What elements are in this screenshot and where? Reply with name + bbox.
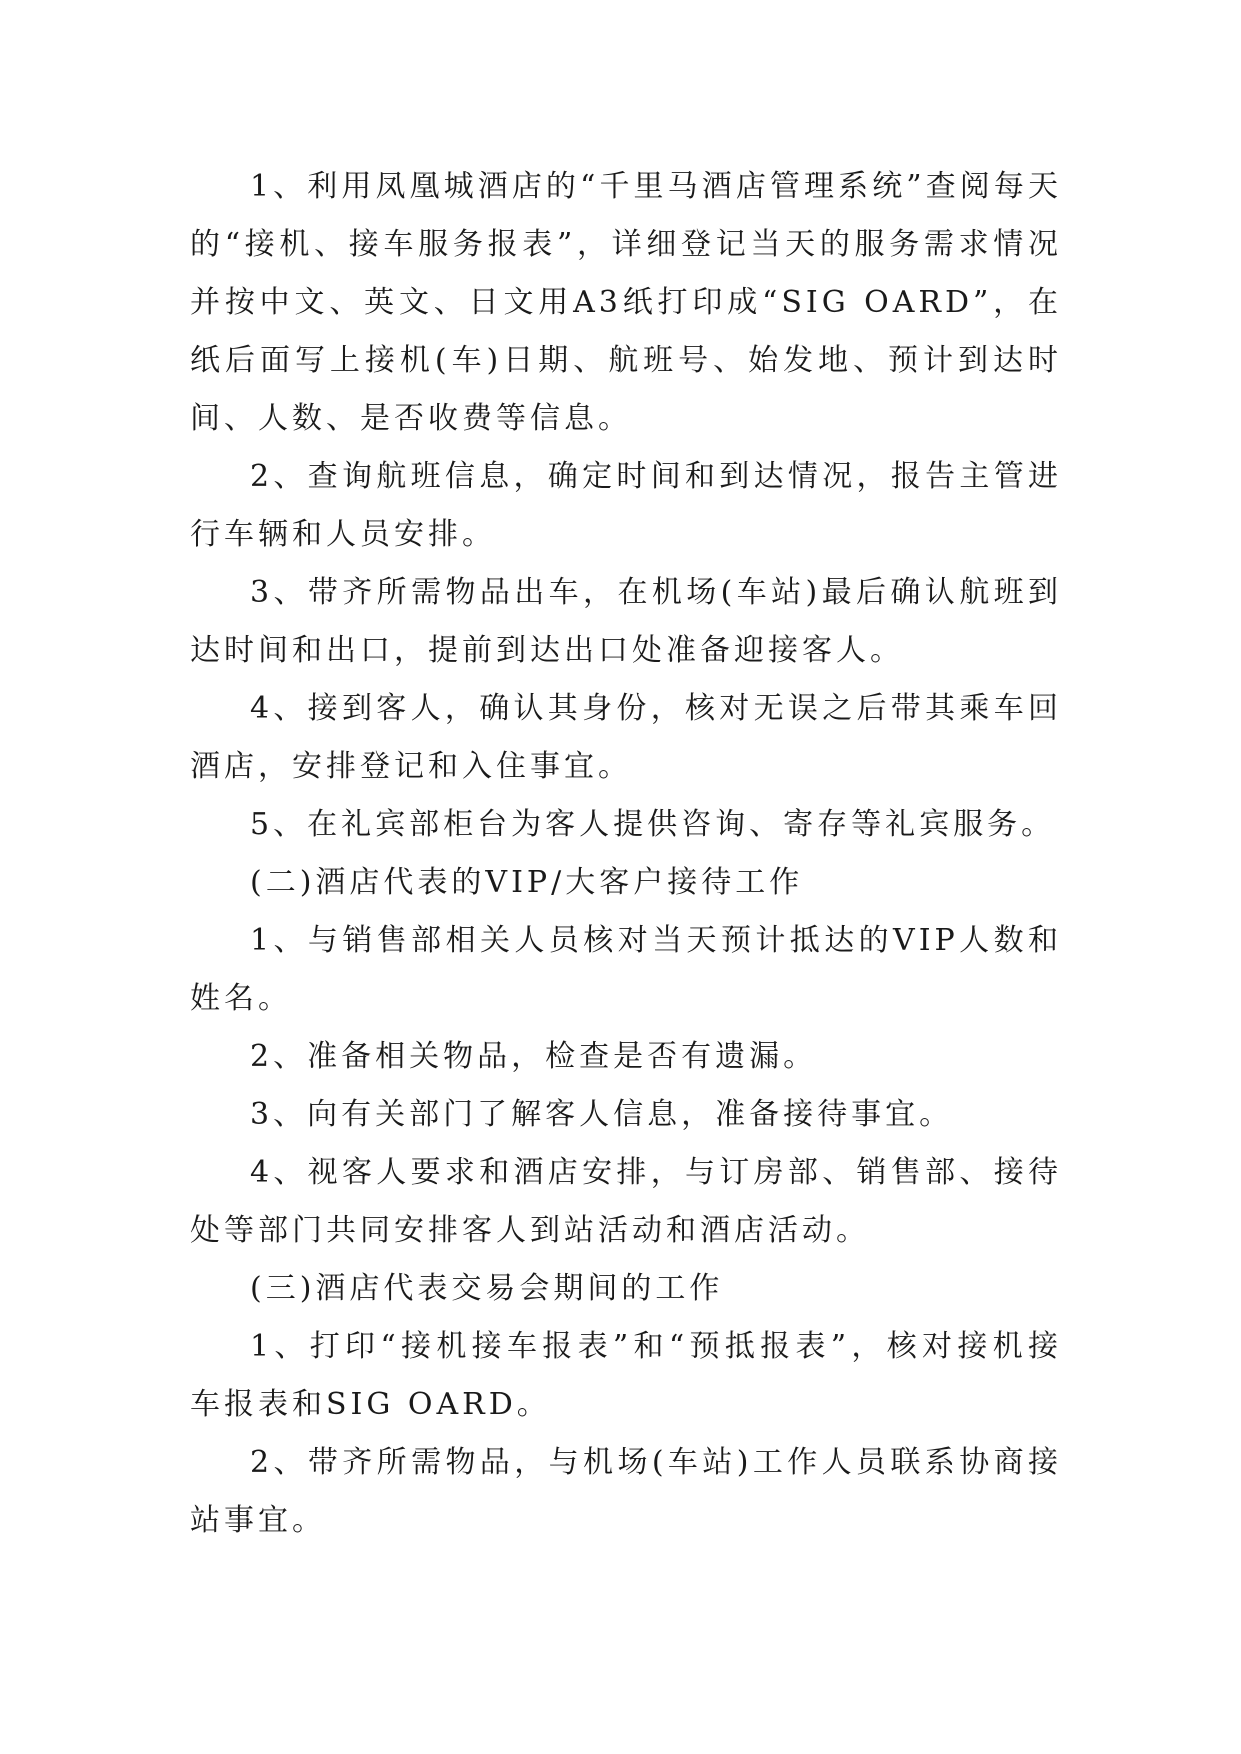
paragraph-pickup-report: 1、利用凤凰城酒店的“千里马酒店管理系统”查阅每天的“接机、接车服务报表”，详细登记当天的服务需求情况并按中文、英文、日文用A3纸打印成“SIG OARD”，在纸后面写上接机(车)日期、航班号、始发地、预计到达时间、人数、是否收费等信息。 <box>190 169 1062 436</box>
paragraph-airport-confirm: 3、带齐所需物品出车，在机场(车站)最后确认航班到达时间和出口，提前到达出口处准备迎接客人。 <box>190 575 1062 668</box>
paragraph-guest-verify: 4、接到客人，确认其身份，核对无误之后带其乘车回酒店，安排登记和入住事宜。 <box>190 691 1062 784</box>
paragraph-concierge-service: 5、在礼宾部柜台为客人提供咨询、寄存等礼宾服务。 <box>250 807 1056 842</box>
paragraph-coordinate-pickup: 2、带齐所需物品，与机场(车站)工作人员联系协商接站事宜。 <box>190 1445 1062 1538</box>
paragraph-prepare-items: 2、准备相关物品，检查是否有遗漏。 <box>250 1039 818 1074</box>
document-body <box>190 158 1062 1550</box>
paragraph-arrange-activities: 4、视客人要求和酒店安排，与订房部、销售部、接待处等部门共同安排客人到站活动和酒店活动。 <box>190 1155 1062 1248</box>
paragraph-guest-info: 3、向有关部门了解客人信息，准备接待事宜。 <box>250 1097 954 1132</box>
section-heading-vip: (二)酒店代表的VIP/大客户接待工作 <box>250 865 804 900</box>
paragraph-flight-query: 2、查询航班信息，确定时间和到达情况，报告主管进行车辆和人员安排。 <box>190 459 1062 552</box>
section-heading-trade-fair: (三)酒店代表交易会期间的工作 <box>250 1271 724 1306</box>
paragraph-print-reports: 1、打印“接机接车报表”和“预抵报表”，核对接机接车报表和SIG OARD。 <box>190 1329 1062 1422</box>
paragraph-vip-check: 1、与销售部相关人员核对当天预计抵达的VIP人数和姓名。 <box>190 923 1062 1016</box>
